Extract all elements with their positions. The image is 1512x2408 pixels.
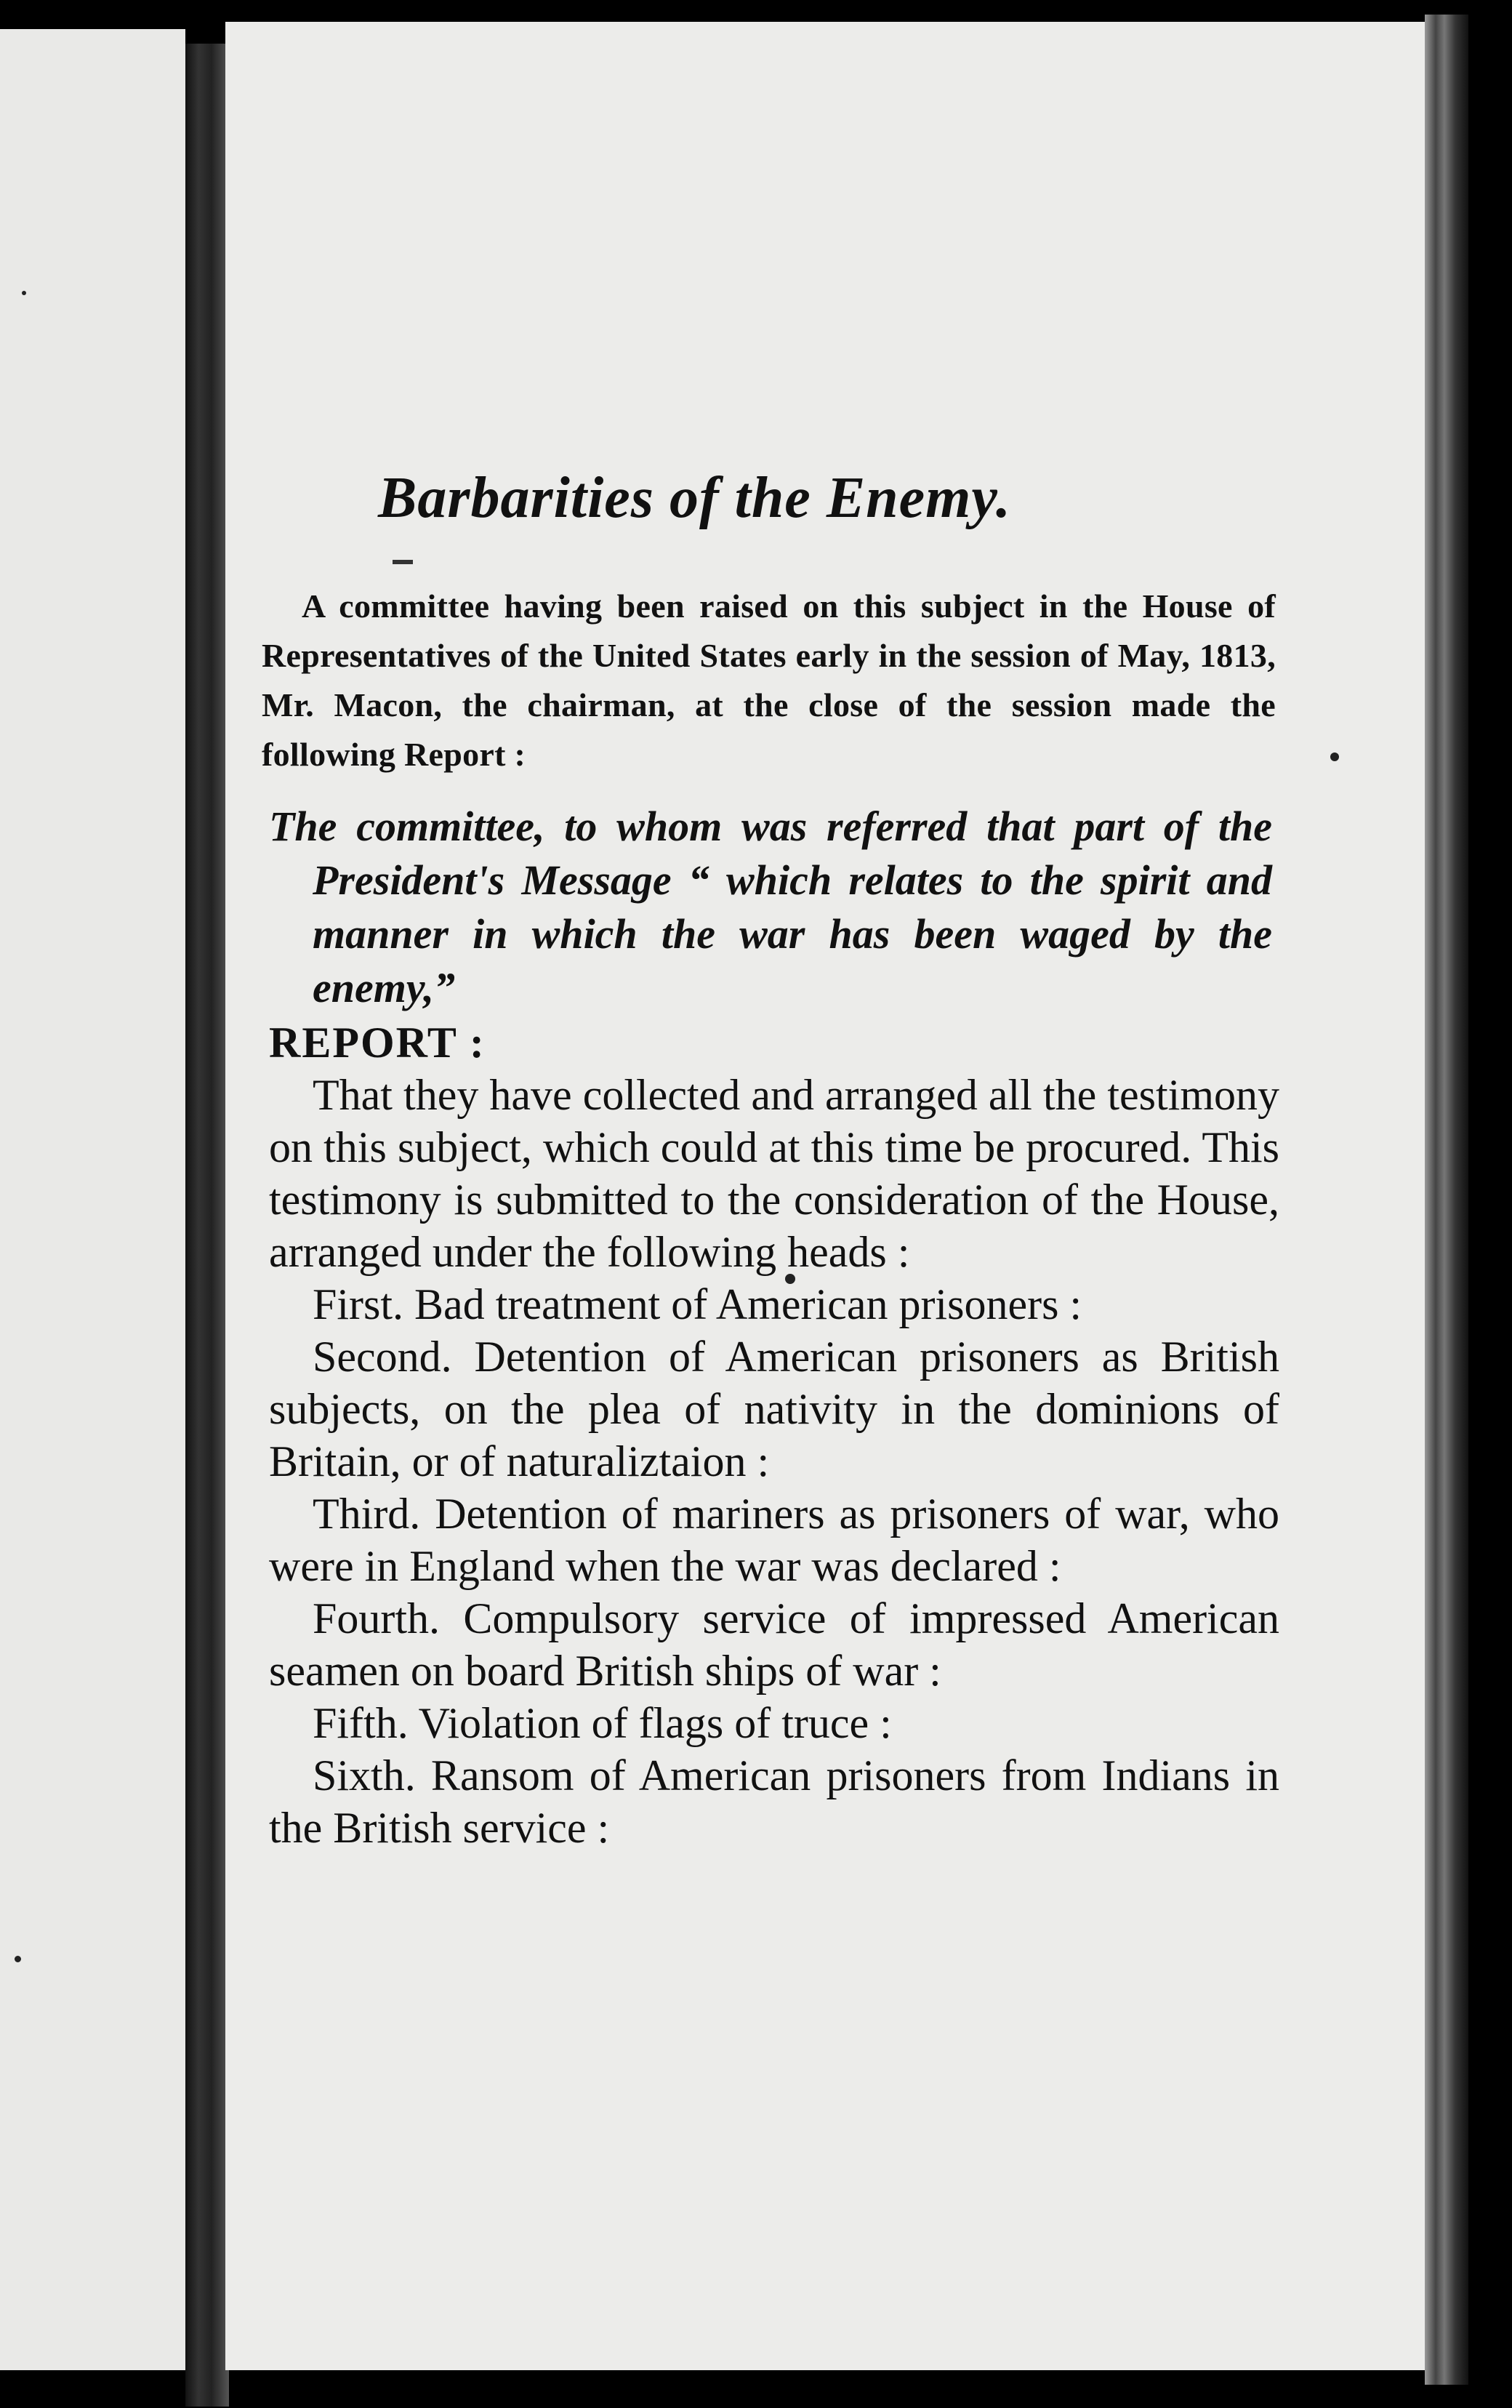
speck — [15, 1956, 21, 1962]
title-separator — [393, 560, 413, 564]
left-page-edge — [0, 29, 185, 2370]
intro-paragraph: A committee having been raised on this subject in the House of Representatives of the United States early in the session of May, 1813, Mr. Macon, the chairman, at the close of the session made the following Report : — [262, 587, 1276, 773]
report-body — [269, 1069, 1279, 1854]
report-head-fourth: Fourth. Compulsory service of impressed American seamen on board British ships of war : — [269, 1594, 1279, 1695]
committee-statement: The committee, to whom was referred that part of the President's Message “ which relates to the spirit and manner in which the war has been waged by the enemy,” — [269, 803, 1272, 1011]
report-head-second: Second. Detention of American prisoners as British subjects, on the plea of nativity in the dominions of Britain, or of naturaliztaion : — [269, 1333, 1279, 1485]
report-head-fifth: Fifth. Violation of flags of truce : — [313, 1699, 892, 1747]
report-heading: REPORT : — [269, 1019, 486, 1067]
page-title: Barbarities of the Enemy. — [378, 466, 1011, 530]
report-head-third: Third. Detention of mariners as prisoners of war, who were in England when the war was declared : — [269, 1490, 1279, 1590]
book-gutter — [185, 44, 229, 2407]
speck — [22, 291, 26, 295]
right-page-edge — [1425, 15, 1468, 2385]
report-head-first: First. Bad treatment of American prisoners : — [313, 1280, 1082, 1328]
speck — [1330, 752, 1339, 761]
report-head-sixth: Sixth. Ransom of American prisoners from Indians in the British service : — [269, 1751, 1279, 1852]
report-paragraph-intro: That they have collected and arranged all the testimony on this subject, which could at this time be procured. This testimony is submitted to the consideration of the House, arranged under the following heads : — [269, 1071, 1279, 1276]
